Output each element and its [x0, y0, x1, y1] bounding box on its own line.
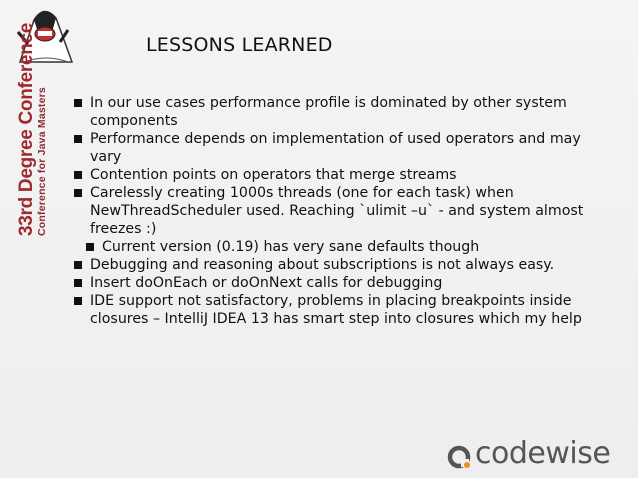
conference-tagline: Conference for Java Masters	[36, 87, 48, 236]
conference-branding	[17, 23, 48, 236]
logo-mark-icon	[446, 444, 472, 470]
bullet-text: Carelessly creating 1000s threads (one for each task) when NewThreadScheduler used. Reaching `ulimit –u` - and system almost freezes :)	[90, 185, 584, 237]
square-bullet-icon	[86, 243, 94, 251]
bullet-item	[71, 166, 601, 184]
bullet-text: Current version (0.19) has very sane defaults though	[102, 239, 480, 255]
bullet-item	[71, 184, 601, 238]
square-bullet-icon	[74, 261, 82, 269]
square-bullet-icon	[74, 171, 82, 179]
bullet-item	[71, 292, 601, 328]
bullet-item	[71, 130, 601, 166]
square-bullet-icon	[74, 99, 82, 107]
square-bullet-icon	[74, 279, 82, 287]
conference-name: 33rd Degree Conference	[16, 22, 37, 236]
bullet-text: In our use cases performance profile is dominated by other system components	[90, 95, 567, 129]
bullet-text: Debugging and reasoning about subscriptions is not always easy.	[90, 257, 555, 273]
square-bullet-icon	[74, 135, 82, 143]
logo-text: codewise	[475, 436, 611, 471]
slide-title: LESSONS LEARNED	[146, 34, 333, 56]
bullet-text: IDE support not satisfactory, problems in placing breakpoints inside closures – IntelliJ IDEA 13 has smart step into closures which my help	[90, 293, 582, 327]
bullet-list	[71, 94, 601, 328]
bullet-text: Insert doOnEach or doOnNext calls for debugging	[90, 275, 443, 291]
bullet-item	[71, 256, 601, 274]
codewise-logo	[446, 438, 634, 472]
sub-bullet-item	[83, 238, 601, 256]
bullet-text: Contention points on operators that merge streams	[90, 167, 457, 183]
bullet-item	[71, 274, 601, 292]
bullet-text: Performance depends on implementation of used operators and may vary	[90, 131, 581, 165]
square-bullet-icon	[74, 297, 82, 305]
bullet-item	[71, 94, 601, 130]
square-bullet-icon	[74, 189, 82, 197]
